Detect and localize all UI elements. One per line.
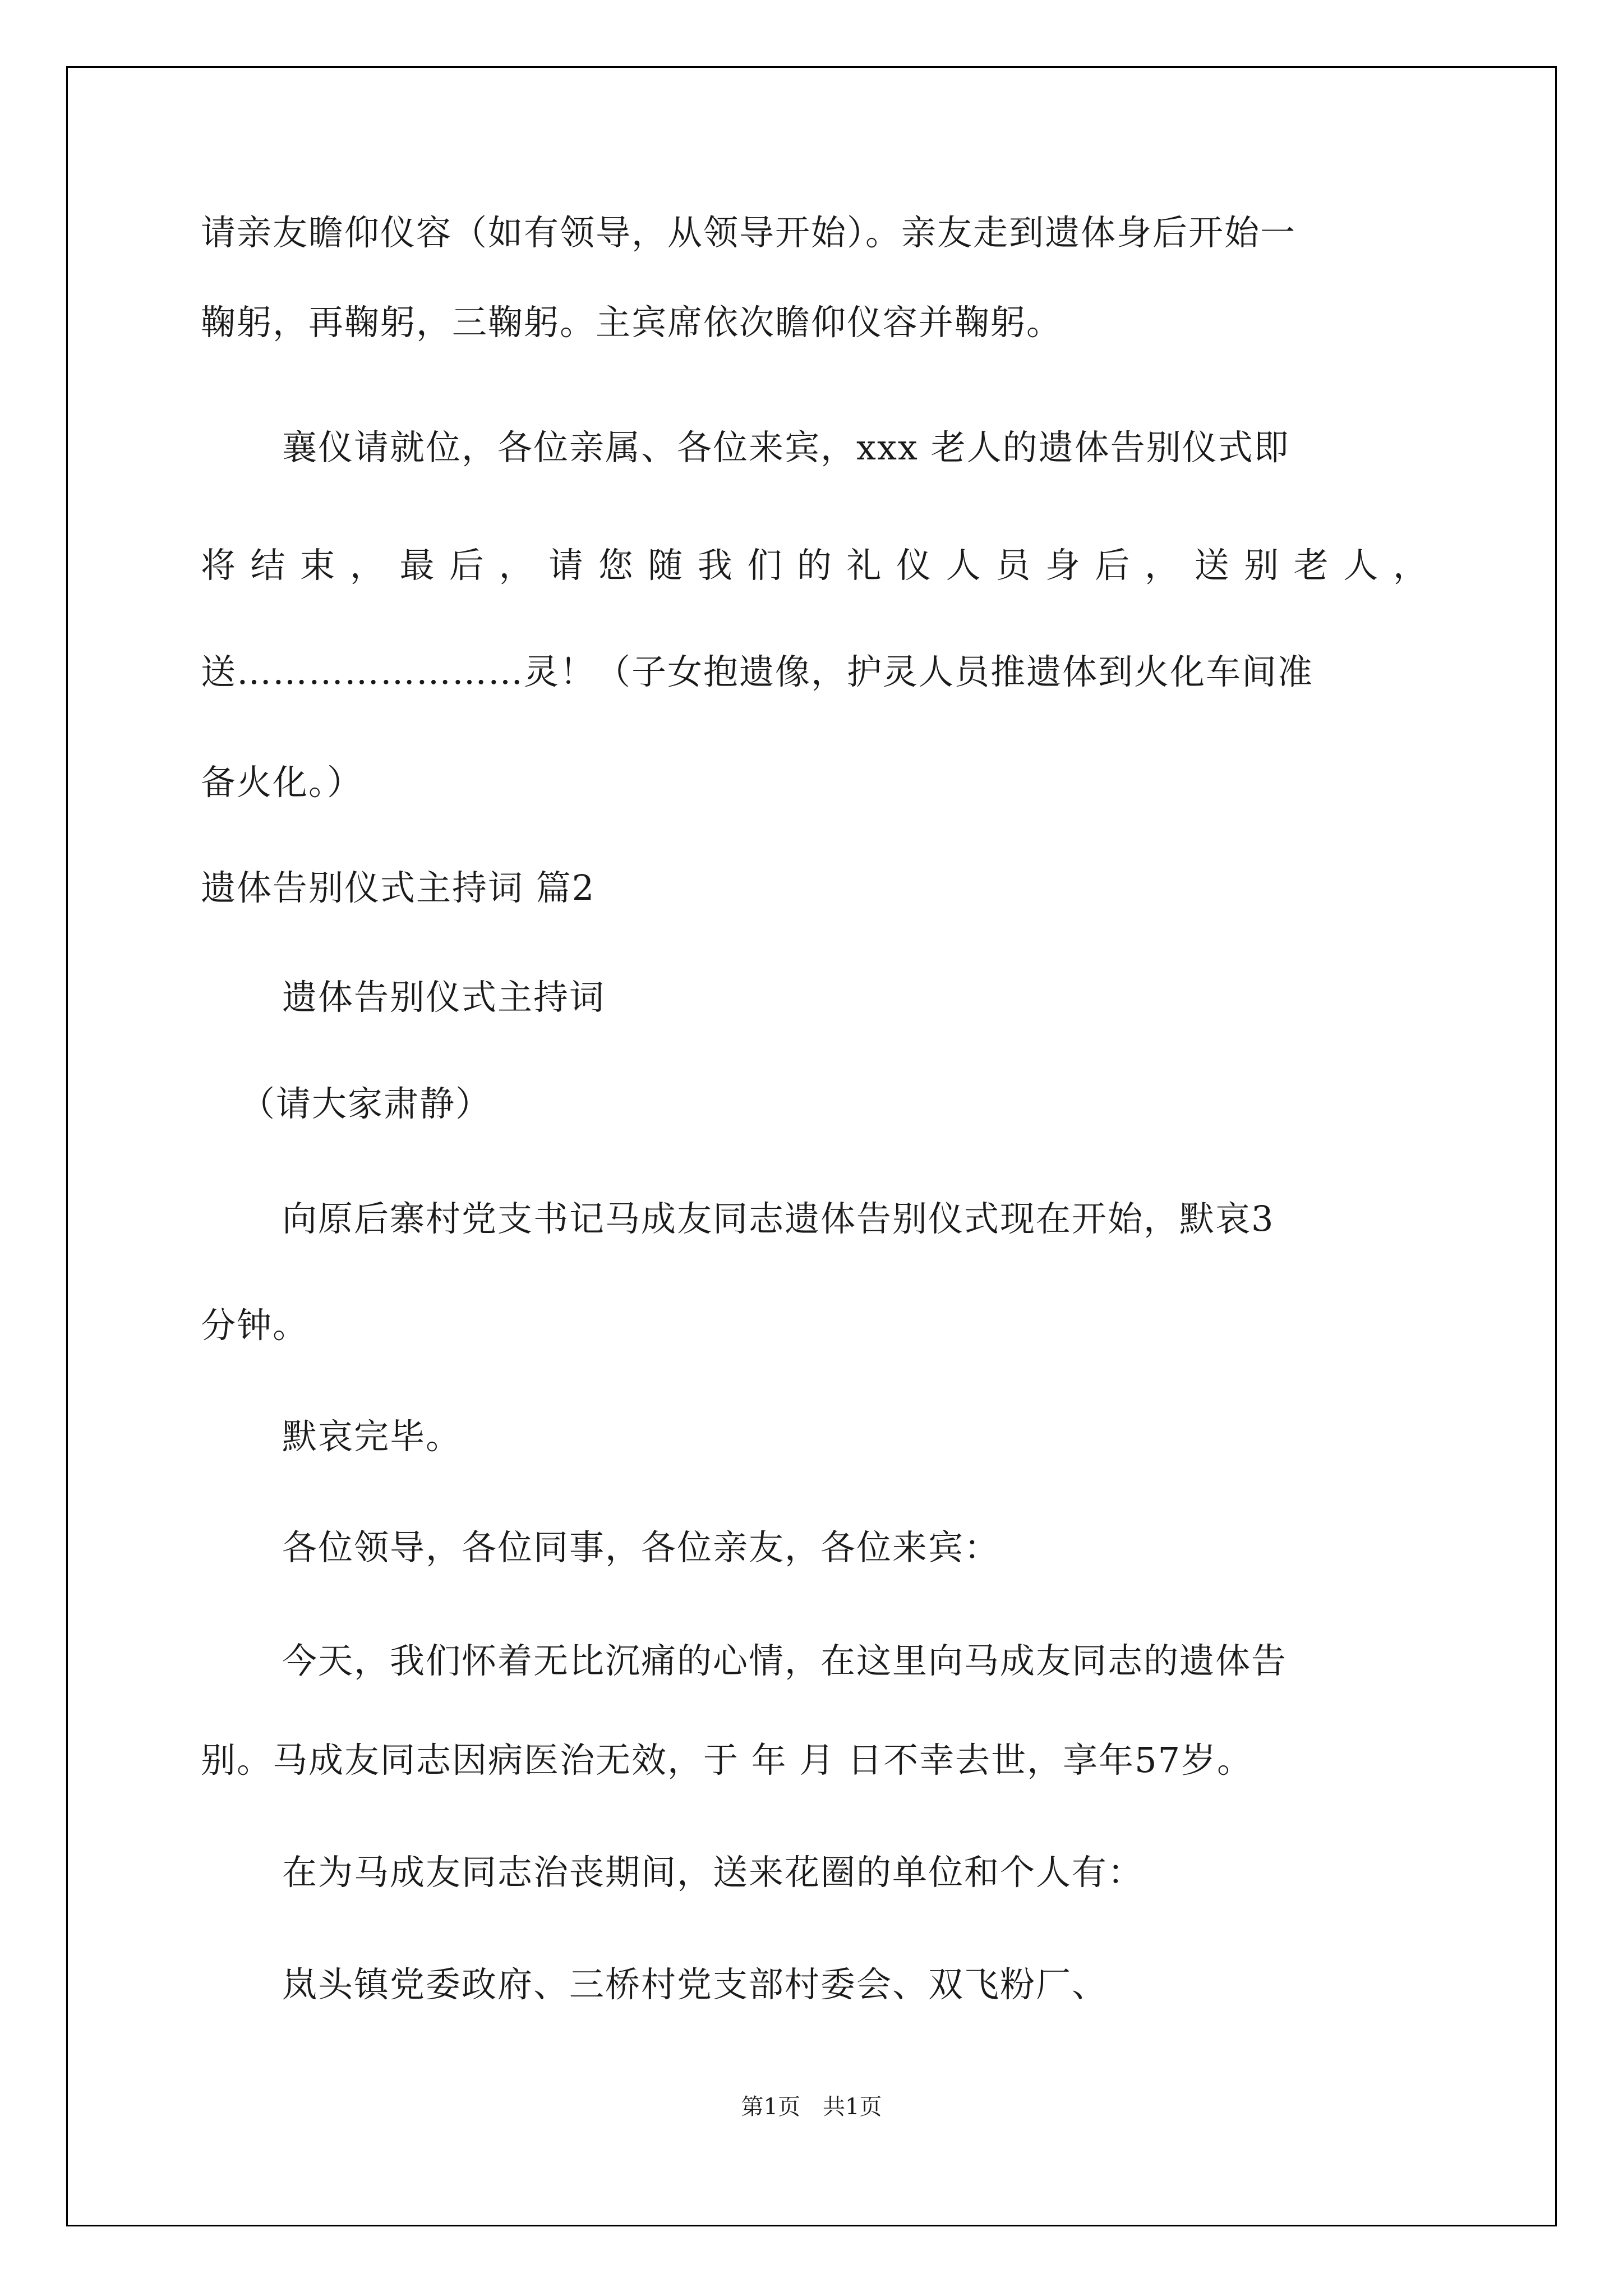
justified-char: 们: [747, 545, 783, 586]
justified-char: ，: [499, 545, 535, 586]
justified-char: 后: [449, 545, 485, 586]
justified-char: 老: [1293, 545, 1330, 586]
body-line-11: 分钟。: [201, 1305, 309, 1346]
justified-char: 束: [300, 545, 336, 586]
body-line-1: 请亲友瞻仰仪容（如有领导，从领导开始）。亲友走到遗体身后开始一: [201, 212, 1297, 253]
justified-char: 最: [399, 545, 436, 586]
body-line-5: 送……………………灵！（子女抱遗像，护灵人员推遗体到火化车间准: [201, 651, 1314, 692]
body-line-14: 今天，我们怀着无比沉痛的心情，在这里向马成友同志的遗体告: [282, 1640, 1288, 1681]
justified-char: 后: [1095, 545, 1131, 586]
subtitle: 遗体告别仪式主持词: [282, 977, 606, 1018]
justified-char: 我: [697, 545, 734, 586]
justified-char: 您: [598, 545, 634, 586]
justified-char: 身: [1045, 545, 1081, 586]
page-border: [66, 66, 1557, 2226]
justified-char: 仪: [896, 545, 933, 586]
page-footer: 第1页 共1页: [741, 2094, 882, 2120]
body-line-13: 各位领导，各位同事，各位亲友，各位来宾：: [282, 1527, 1000, 1568]
justified-char: 结: [250, 545, 287, 586]
justified-char: 礼: [846, 545, 883, 586]
body-line-6: 备火化。）: [201, 762, 363, 803]
body-line-4: [201, 547, 1429, 584]
body-line-3: 襄仪请就位，各位亲属、各位来宾，xxx 老人的遗体告别仪式即: [282, 427, 1290, 468]
body-line-17: 岚头镇党委政府、三桥村党支部村委会、双飞粉厂、: [282, 1964, 1108, 2005]
body-line-2: 鞠躬，再鞠躬，三鞠躬。主宾席依次瞻仰仪容并鞠躬。: [201, 302, 1063, 343]
justified-char: 请: [548, 545, 585, 586]
justified-char: 送: [1194, 545, 1230, 586]
body-line-12: 默哀完毕。: [282, 1416, 462, 1457]
justified-char: ，: [1393, 545, 1429, 586]
justified-char: 将: [201, 545, 237, 586]
body-line-16: 在为马成友同志治丧期间，送来花圈的单位和个人有：: [282, 1852, 1144, 1893]
justified-char: 人: [1343, 545, 1380, 586]
justified-char: 员: [995, 545, 1032, 586]
justified-char: ，: [1144, 545, 1181, 586]
justified-char: ，: [349, 545, 386, 586]
justified-char: 随: [648, 545, 684, 586]
body-line-10: 向原后寨村党支书记马成友同志遗体告别仪式现在开始，默哀3: [282, 1198, 1275, 1239]
section-heading: 遗体告别仪式主持词 篇2: [201, 867, 596, 908]
justified-char: 人: [946, 545, 982, 586]
justified-char: 的: [796, 545, 833, 586]
body-line-9: （请大家肃静）: [240, 1083, 492, 1124]
body-line-15: 别。马成友同志因病医治无效，于 年 月 日不幸去世，享年57岁。: [201, 1740, 1253, 1780]
justified-char: 别: [1244, 545, 1280, 586]
